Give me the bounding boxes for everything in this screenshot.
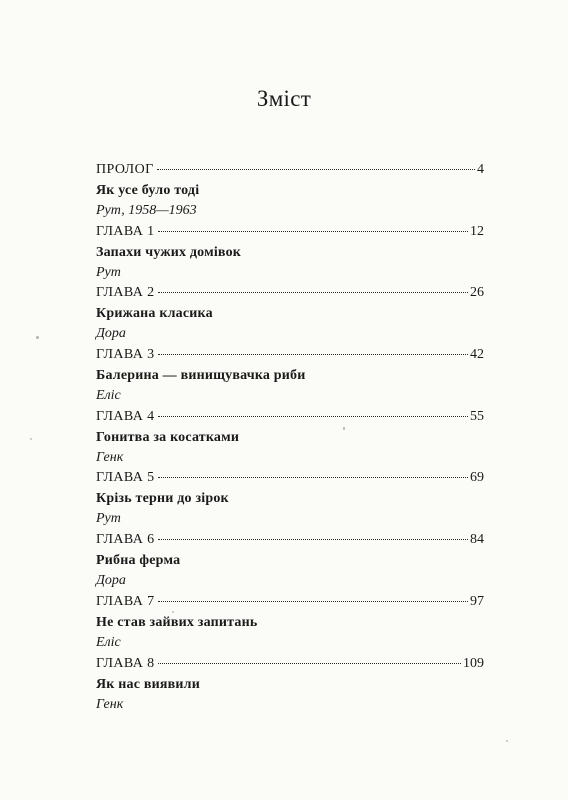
toc-entry-line — [96, 160, 484, 180]
dot-leader — [158, 354, 468, 355]
dot-leader — [158, 416, 468, 417]
toc-entry-label: ГЛАВА 6 — [96, 532, 155, 548]
toc-entry-line — [96, 592, 484, 612]
toc-entry-page-number: 12 — [470, 223, 484, 239]
toc-entry-title: Рибна ферма — [96, 553, 181, 569]
toc-entry-narrator: Рут, 1958—1963 — [96, 203, 197, 218]
toc-entry-chapter-3 — [96, 345, 484, 407]
toc-entry-page-number: 55 — [470, 408, 484, 424]
toc-entry-narrator: Рут — [96, 264, 121, 280]
toc-entry-line — [96, 283, 484, 303]
toc-entry-page-number: 84 — [470, 532, 484, 548]
toc-entry-label: ГЛАВА 4 — [96, 408, 155, 424]
toc-entry-line — [96, 654, 484, 674]
toc-entry-line — [96, 407, 484, 427]
toc-entry-prologue — [96, 160, 484, 222]
toc-entry-chapter-6 — [96, 530, 484, 592]
toc-entry-title: Запахи чужих домівок — [96, 244, 242, 260]
scan-speck — [36, 336, 39, 339]
toc-entry-narrator: Рут — [96, 511, 121, 527]
toc-entry-label: ГЛАВА 7 — [96, 593, 155, 609]
dot-leader — [158, 292, 468, 293]
toc-entry-chapter-7 — [96, 592, 484, 654]
toc-entry-title: Крізь терни до зірок — [96, 491, 229, 507]
toc-entry-narrator: Генк — [96, 696, 124, 712]
toc-entry-page-number: 109 — [463, 655, 484, 671]
scan-speck — [30, 438, 32, 440]
toc-entry-line — [96, 222, 484, 242]
toc-entry-title: Гонитва за косатками — [96, 429, 240, 445]
toc-entry-line — [96, 530, 484, 550]
toc-entry-narrator: Еліс — [96, 634, 121, 650]
toc-entry-label: ГЛАВА 2 — [96, 285, 155, 301]
scan-speck — [506, 740, 508, 742]
dot-leader — [158, 539, 468, 540]
toc-entry-narrator: Дора — [96, 326, 126, 342]
toc-entry-chapter-2 — [96, 283, 484, 345]
dot-leader — [158, 601, 468, 602]
toc-entry-title: Крижана класика — [96, 306, 213, 322]
dot-leader — [158, 231, 468, 232]
table-of-contents — [96, 160, 484, 715]
toc-entry-title: Балерина — винищувачка риби — [96, 368, 306, 384]
toc-entry-title: Як усе було тоді — [96, 183, 200, 198]
toc-entry-page-number: 4 — [477, 162, 484, 177]
scan-speck — [343, 427, 345, 430]
toc-entry-label: ГЛАВА 8 — [96, 655, 155, 671]
page-title: Зміст — [256, 86, 312, 111]
dot-leader — [158, 663, 461, 664]
toc-entry-label: ПРОЛОГ — [96, 162, 154, 177]
toc-entry-chapter-8 — [96, 654, 484, 716]
toc-entry-chapter-1 — [96, 222, 484, 284]
toc-entry-label: ГЛАВА 3 — [96, 347, 155, 363]
toc-entry-narrator: Еліс — [96, 388, 121, 404]
toc-entry-page-number: 42 — [470, 347, 484, 363]
toc-entry-title: Не став зайвих запитань — [96, 614, 258, 630]
toc-entry-line — [96, 345, 484, 365]
scan-speck — [172, 611, 174, 613]
toc-entry-title: Як нас виявили — [96, 676, 201, 692]
toc-entry-narrator: Дора — [96, 573, 126, 589]
toc-entry-page-number: 97 — [470, 593, 484, 609]
dot-leader — [158, 477, 468, 478]
toc-entry-chapter-4 — [96, 407, 484, 469]
toc-entry-chapter-5 — [96, 468, 484, 530]
dot-leader — [157, 169, 475, 170]
toc-entry-page-number: 26 — [470, 285, 484, 301]
toc-entry-narrator: Генк — [96, 449, 124, 465]
toc-entry-label: ГЛАВА 1 — [96, 223, 155, 239]
toc-entry-page-number: 69 — [470, 470, 484, 486]
toc-entry-label: ГЛАВА 5 — [96, 470, 155, 486]
toc-entry-line — [96, 468, 484, 488]
